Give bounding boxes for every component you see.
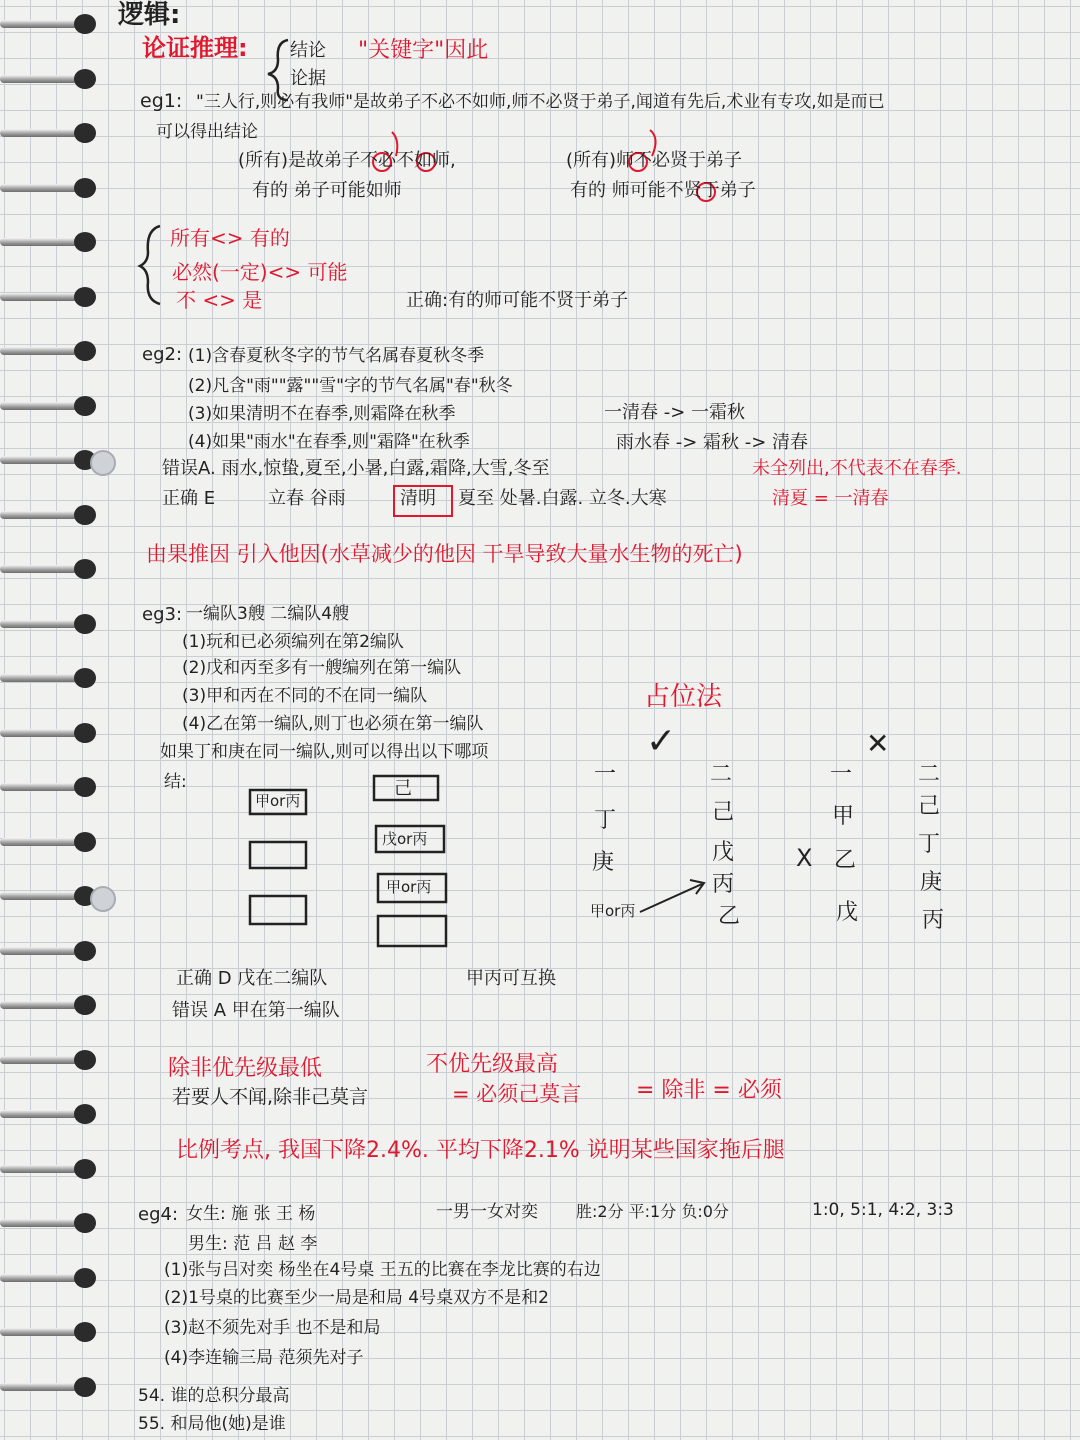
eg2-tag: eg2: <box>142 344 183 365</box>
eg1-right-2: 有的 师可能不贤于弟子 <box>570 180 756 201</box>
col4-head: 二 <box>918 762 941 787</box>
eg2-cond-4: (4)如果"雨水"在春季,则"霜降"在秋季 <box>188 432 470 452</box>
slot-b3: 甲or丙 <box>386 878 432 896</box>
eg3-cond-1: (1)玩和已必须编列在第2编队 <box>182 632 404 652</box>
eg2-right-note: 清夏 = 一清春 <box>772 488 889 509</box>
eg1-right-1: (所有)师不必贤于弟子 <box>566 150 743 171</box>
eg2-wrong-note: 未全列出,不代表不在春季. <box>752 458 962 479</box>
col1-item-2: 庚 <box>592 850 615 875</box>
eg4-tag: eg4: <box>138 1204 179 1225</box>
page-title: 逻辑: <box>118 0 181 30</box>
rule-equal: = 必须己莫言 <box>452 1082 582 1106</box>
rule-example: 若要人不闻,除非己莫言 <box>172 1086 369 1108</box>
eg4-cond-1: (1)张与吕对奕 杨坐在4号桌 王五的比赛在李龙比赛的右边 <box>164 1260 601 1280</box>
ratio-rule: 比例考点, 我国下降2.4%. 平均下降2.1% 说明某些国家拖后腿 <box>176 1138 785 1163</box>
eg2-note-3: 一清春 -> 一霜秋 <box>604 402 746 423</box>
slot-a1: 甲or丙 <box>255 792 301 810</box>
rule-not-high: 不优先级最高 <box>426 1052 559 1077</box>
eg3-cond-3: (3)甲和丙在不同的不在同一编队 <box>182 686 428 706</box>
cause-rule: 由果推因 引入他因(水草减少的他因 干旱导致大量水生物的死亡) <box>146 542 743 566</box>
rule-unless: 除非优先级最低 <box>168 1056 323 1081</box>
slot-b2: 戊or丙 <box>382 830 428 848</box>
cross-mark: ✕ <box>866 727 890 760</box>
eg1-quote: "三人行,则必有我师"是故弟子不必不如师,师不必贤于弟子,闻道有先后,术业有专攻,如是而已 <box>196 92 885 112</box>
rule-must-may: 必然(一定)<> 可能 <box>172 260 348 284</box>
rule-equal-2: = 除非 = 必须 <box>636 1078 782 1103</box>
eg2-right-items2: 夏至 处暑.白露. 立冬.大寒 <box>458 488 667 509</box>
eg1-tag: eg1: <box>140 90 183 112</box>
eg1-correct: 正确:有的师可能不贤于弟子 <box>406 290 629 311</box>
col4-item-1: 己 <box>918 794 941 819</box>
col1-item-1: 丁 <box>594 808 617 833</box>
eg2-right-box: 清明 <box>400 488 436 509</box>
rule-all-some: 所有<> 有的 <box>170 226 290 250</box>
check-mark: ✓ <box>646 721 677 762</box>
col2-item-3: 丙 <box>712 872 735 897</box>
rule-not-is: 不 <> 是 <box>176 288 263 312</box>
eg3-cond-4: (4)乙在第一编队,则丁也必须在第一编队 <box>182 714 484 734</box>
eg2-right-items: 立春 谷雨 <box>268 488 346 509</box>
mid-cross: X <box>796 844 813 872</box>
col2-item-2: 戊 <box>712 840 735 865</box>
eg3-tag: eg3: <box>142 604 183 625</box>
col3-item-3: 戊 <box>836 900 859 925</box>
slot-b1: 己 <box>394 778 412 799</box>
eg3-question: 如果丁和庚在同一编队,则可以得出以下哪项 <box>160 742 489 762</box>
eg3-correct-note: 甲丙可互换 <box>466 968 556 989</box>
col3-item-1: 甲 <box>832 804 855 829</box>
eg4-ratios: 1:0, 5:1, 4:2, 3:3 <box>812 1200 954 1220</box>
eg4-cond-4: (4)李连输三局 范须先对子 <box>164 1348 364 1368</box>
keyword-note: "关键字"因此 <box>358 38 489 63</box>
col4-item-3: 庚 <box>920 870 943 895</box>
eg4-cond-3: (3)赵不须先对手 也不是和局 <box>164 1318 381 1338</box>
eg2-cond-1: (1)含春夏秋冬字的节气名属春夏秋冬季 <box>188 346 485 366</box>
col2-head: 二 <box>710 762 733 787</box>
eg2-wrong: 错误A. 雨水,惊蛰,夏至,小暑,白露,霜降,大雪,冬至 <box>162 458 550 479</box>
col1-head: 一 <box>594 762 617 787</box>
eg1-left-2: 有的 弟子可能如师 <box>252 180 402 201</box>
col3-head: 一 <box>830 762 853 787</box>
col4-item-4: 丙 <box>922 908 945 933</box>
eg1-quote-cont: 可以得出结论 <box>156 122 258 142</box>
eg4-score: 胜:2分 平:1分 负:0分 <box>576 1202 729 1221</box>
col4-item-2: 丁 <box>918 832 941 857</box>
argue-label: 论证推理: <box>142 34 248 62</box>
eg4-q55: 55. 和局他(她)是谁 <box>138 1414 286 1434</box>
eg3-wrong: 错误 A 甲在第一编队 <box>172 1000 340 1021</box>
col3-item-2: 乙 <box>834 848 857 873</box>
eg4-q54: 54. 谁的总积分最高 <box>138 1386 290 1406</box>
brace-conclusion: 结论 <box>290 40 326 61</box>
col2-item-1: 己 <box>712 800 735 825</box>
eg3-cond-2: (2)戊和丙至多有一艘编列在第一编队 <box>182 658 462 678</box>
eg2-cond-3: (3)如果清明不在春季,则霜降在秋季 <box>188 404 456 424</box>
col1-note: 甲or丙 <box>590 902 636 920</box>
eg3-result: 结: <box>164 772 187 792</box>
eg3-fleet: 一编队3艘 二编队4艘 <box>186 604 350 624</box>
method-title: 占位法 <box>644 682 723 712</box>
col2-item-4: 乙 <box>718 904 741 929</box>
eg4-girls: 女生: 施 张 王 杨 <box>186 1204 316 1224</box>
brace-premise: 论据 <box>290 68 326 89</box>
eg2-right-prefix: 正确 E <box>162 488 216 509</box>
eg3-correct: 正确 D 戊在二编队 <box>176 968 328 989</box>
eg2-note-4: 雨水春 -> 霜秋 -> 清春 <box>616 432 809 453</box>
eg2-cond-2: (2)凡含"雨""露""雪"字的节气名属"春"秋冬 <box>188 376 513 396</box>
eg4-pair: 一男一女对奕 <box>436 1202 538 1222</box>
eg1-left-1: (所有)是故弟子不必不如师, <box>238 150 456 171</box>
eg4-boys: 男生: 范 吕 赵 李 <box>188 1234 318 1254</box>
eg4-cond-2: (2)1号桌的比赛至少一局是和局 4号桌双方不是和2 <box>164 1288 549 1308</box>
